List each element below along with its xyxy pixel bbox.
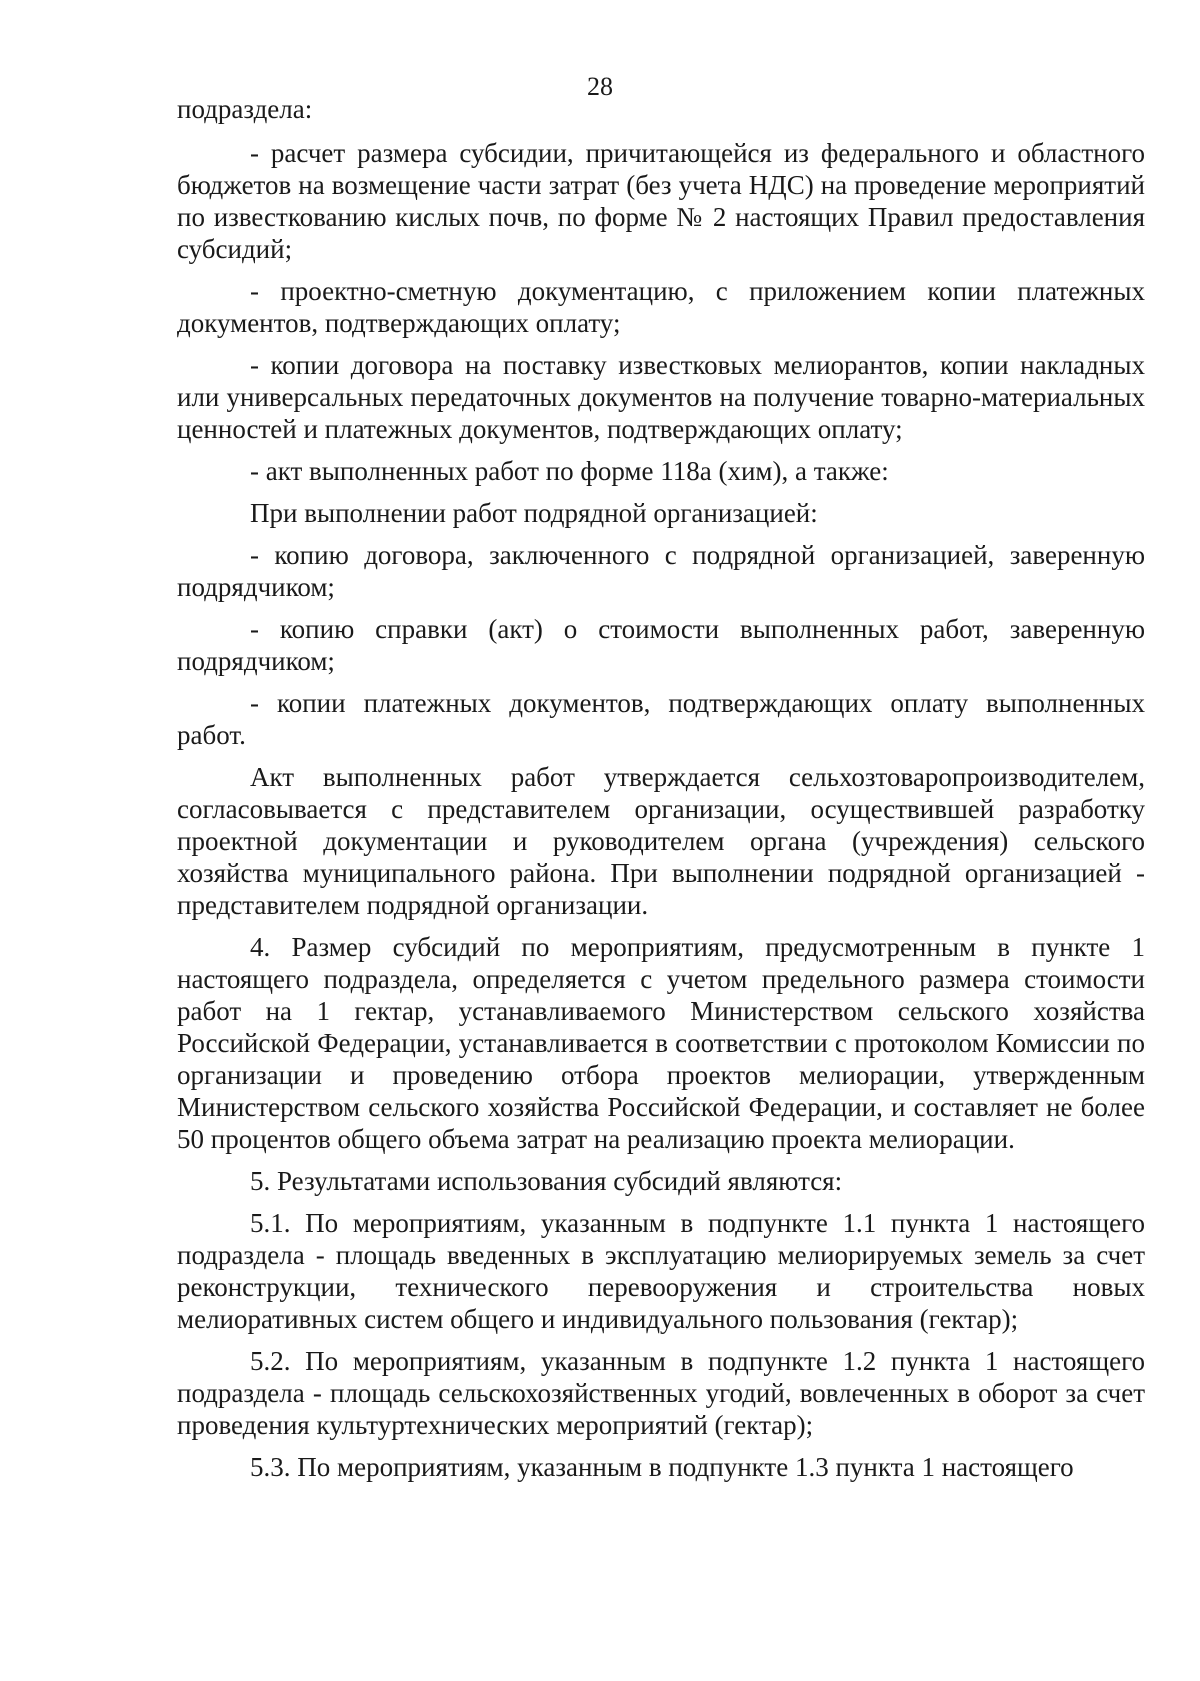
list-item-supply-contract: - копии договора на поставку известковых мелиорантов, копии накладных или универсальных передаточных документов на получение товарно-материальных ценностей и платежных документов, подтверждающих оплату; bbox=[177, 350, 1145, 444]
paragraph-section-5-1: 5.1. По мероприятиям, указанным в подпункте 1.1 пункта 1 настоящего подраздела - площадь введенных в эксплуатацию мелиорируемых земель за счет реконструкции, технического перевооружения и строительства новых мелиоративных систем общего и индивидуального пользования (гектар); bbox=[177, 1208, 1145, 1334]
paragraph-contractor-heading: При выполнении работ подрядной организацией: bbox=[250, 498, 818, 528]
document-body bbox=[177, 93, 1145, 1493]
list-item-payment-documents: - копии платежных документов, подтверждающих оплату выполненных работ. bbox=[177, 688, 1145, 750]
paragraph-continuation: подраздела: bbox=[177, 94, 313, 124]
page-number: 28 bbox=[587, 72, 613, 101]
list-item-project-documentation: - проектно-сметную документацию, с приложением копии платежных документов, подтверждающих оплату; bbox=[177, 276, 1145, 338]
paragraph-section-5-3: 5.3. По мероприятиям, указанным в подпункте 1.3 пункта 1 настоящего bbox=[250, 1452, 1074, 1482]
list-item-contract-copy: - копию договора, заключенного с подрядной организацией, заверенную подрядчиком; bbox=[177, 540, 1145, 602]
paragraph-section-4: 4. Размер субсидий по мероприятиям, предусмотренным в пункте 1 настоящего подраздела, определяется с учетом предельного размера стоимости работ на 1 гектар, устанавливаемого Министерством сельского хозяйства Российской Федерации, устанавливается в соответствии с протоколом Комиссии по организации и проведению отбора проектов мелиорации, утвержденным Министерством сельского хозяйства Российской Федерации, и составляет не более 50 процентов общего объема затрат на реализацию проекта мелиорации. bbox=[177, 932, 1145, 1154]
paragraph-section-5-2: 5.2. По мероприятиям, указанным в подпункте 1.2 пункта 1 настоящего подраздела - площадь сельскохозяйственных угодий, вовлеченных в оборот за счет проведения культуртехнических мероприятий (гектар); bbox=[177, 1346, 1145, 1440]
list-item-work-act: - акт выполненных работ по форме 118а (хим), а также: bbox=[250, 456, 889, 486]
list-item-subsidy-calculation: - расчет размера субсидии, причитающейся из федерального и областного бюджетов на возмещение части затрат (без учета НДС) на проведение мероприятий по известкованию кислых почв, по форме № 2 настоящих Правил предоставления субсидий; bbox=[177, 138, 1145, 264]
list-item-cost-certificate: - копию справки (акт) о стоимости выполненных работ, заверенную подрядчиком; bbox=[177, 614, 1145, 676]
paragraph-section-5: 5. Результатами использования субсидий являются: bbox=[250, 1166, 843, 1196]
paragraph-act-approval: Акт выполненных работ утверждается сельхозтоваропроизводителем, согласовывается с представителем организации, осуществившей разработку проектной документации и руководителем органа (учреждения) сельского хозяйства муниципального района. При выполнении подрядной организацией - представителем подрядной организации. bbox=[177, 762, 1145, 920]
